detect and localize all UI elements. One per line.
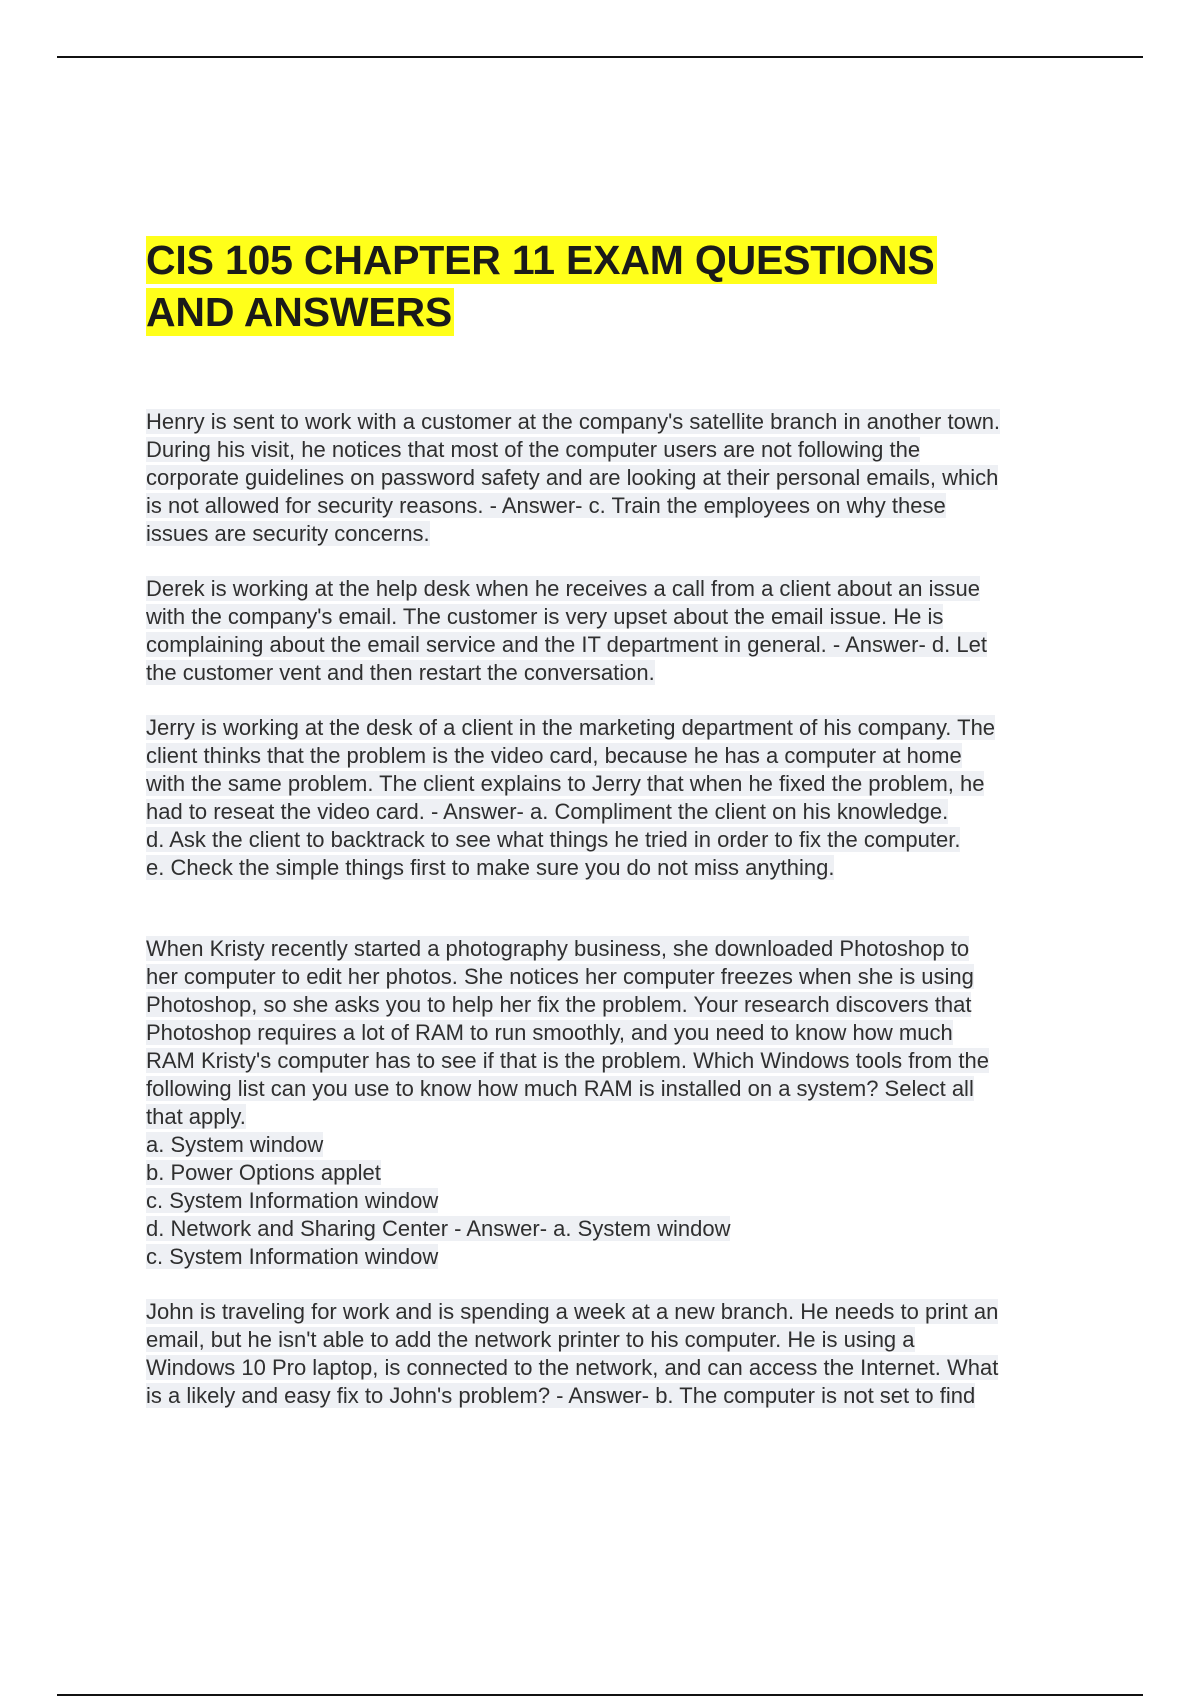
bottom-rule [57, 1694, 1143, 1696]
qa-line-text: had to reseat the video card. - Answer- a. Compliment the client on his knowledge. [146, 799, 949, 824]
qa-line [146, 935, 1096, 963]
qa-line [146, 714, 1096, 742]
qa-line-text: When Kristy recently started a photography business, she downloaded Photoshop to [146, 936, 970, 961]
qa-line-text: d. Ask the client to backtrack to see what things he tried in order to fix the computer. [146, 827, 961, 852]
qa-line [146, 408, 1096, 436]
qa-line [146, 1075, 1096, 1103]
qa-line-text: with the company's email. The customer is very upset about the email issue. He is [146, 604, 944, 629]
qa-line [146, 798, 1096, 826]
qa-line-text: issues are security concerns. [146, 521, 430, 546]
qa-block-john [146, 1298, 1096, 1410]
qa-line [146, 826, 1096, 854]
qa-line-text: her computer to edit her photos. She notices her computer freezes when she is using [146, 964, 974, 989]
qa-line [146, 1047, 1096, 1075]
qa-line-text: b. Power Options applet [146, 1160, 381, 1185]
qa-line-text: a. System window [146, 1132, 324, 1157]
qa-line-text: c. System Information window [146, 1188, 439, 1213]
qa-line-text: c. System Information window [146, 1244, 439, 1269]
qa-line-text: with the same problem. The client explains to Jerry that when he fixed the problem, he [146, 771, 985, 796]
qa-line-text: d. Network and Sharing Center - Answer- a. System window [146, 1216, 731, 1241]
qa-line [146, 1298, 1096, 1326]
qa-line-text: RAM Kristy's computer has to see if that is the problem. Which Windows tools from the [146, 1048, 989, 1073]
qa-line-text: the customer vent and then restart the conversation. [146, 660, 655, 685]
qa-line [146, 1354, 1096, 1382]
qa-line [146, 603, 1096, 631]
title-line-2: AND ANSWERS [146, 289, 453, 335]
qa-line-text: is not allowed for security reasons. - Answer- c. Train the employees on why these [146, 493, 946, 518]
qa-line-text: Jerry is working at the desk of a client in the marketing department of his company. The [146, 715, 996, 740]
qa-line-text: client thinks that the problem is the video card, because he has a computer at home [146, 743, 962, 768]
qa-line [146, 464, 1096, 492]
qa-line [146, 575, 1096, 603]
qa-line [146, 1382, 1096, 1410]
qa-block-jerry [146, 714, 1096, 882]
qa-line [146, 436, 1096, 464]
qa-line [146, 742, 1096, 770]
qa-line-text: corporate guidelines on password safety and are looking at their personal emails, which [146, 465, 999, 490]
qa-block-henry [146, 408, 1096, 548]
qa-line [146, 1131, 1096, 1159]
qa-line-text: e. Check the simple things first to make sure you do not miss anything. [146, 855, 835, 880]
qa-line [146, 492, 1096, 520]
qa-line [146, 1019, 1096, 1047]
qa-line [146, 1159, 1096, 1187]
qa-line-text: John is traveling for work and is spending a week at a new branch. He needs to print an [146, 1299, 999, 1324]
qa-line [146, 1326, 1096, 1354]
qa-line [146, 631, 1096, 659]
qa-line-text: During his visit, he notices that most of the computer users are not following the [146, 437, 921, 462]
qa-line [146, 854, 1096, 882]
qa-line-text: that apply. [146, 1104, 246, 1129]
document-title [146, 234, 1096, 338]
qa-line-text: Windows 10 Pro laptop, is connected to the network, and can access the Internet. What [146, 1355, 999, 1380]
qa-list [146, 408, 1096, 1410]
document-body [146, 234, 1096, 1437]
qa-line [146, 1187, 1096, 1215]
qa-line-text: complaining about the email service and the IT department in general. - Answer- d. Let [146, 632, 987, 657]
qa-line-text: Photoshop, so she asks you to help her fix the problem. Your research discovers that [146, 992, 972, 1017]
qa-line-text: following list can you use to know how much RAM is installed on a system? Select all [146, 1076, 974, 1101]
qa-line-text: is a likely and easy fix to John's problem? - Answer- b. The computer is not set to find [146, 1383, 976, 1408]
qa-line [146, 991, 1096, 1019]
qa-line [146, 520, 1096, 548]
qa-line [146, 1243, 1096, 1271]
qa-line-text: Derek is working at the help desk when he receives a call from a client about an issue [146, 576, 980, 601]
qa-line [146, 963, 1096, 991]
top-rule [57, 56, 1143, 58]
qa-line-text: email, but he isn't able to add the network printer to his computer. He is using a [146, 1327, 915, 1352]
qa-line [146, 1215, 1096, 1243]
qa-block-derek [146, 575, 1096, 687]
qa-line-text: Henry is sent to work with a customer at the company's satellite branch in another town. [146, 409, 1001, 434]
qa-line [146, 1103, 1096, 1131]
qa-line [146, 770, 1096, 798]
title-line-1: CIS 105 CHAPTER 11 EXAM QUESTIONS [146, 237, 935, 283]
qa-block-kristy [146, 935, 1096, 1271]
qa-line [146, 659, 1096, 687]
qa-line-text: Photoshop requires a lot of RAM to run smoothly, and you need to know how much [146, 1020, 953, 1045]
